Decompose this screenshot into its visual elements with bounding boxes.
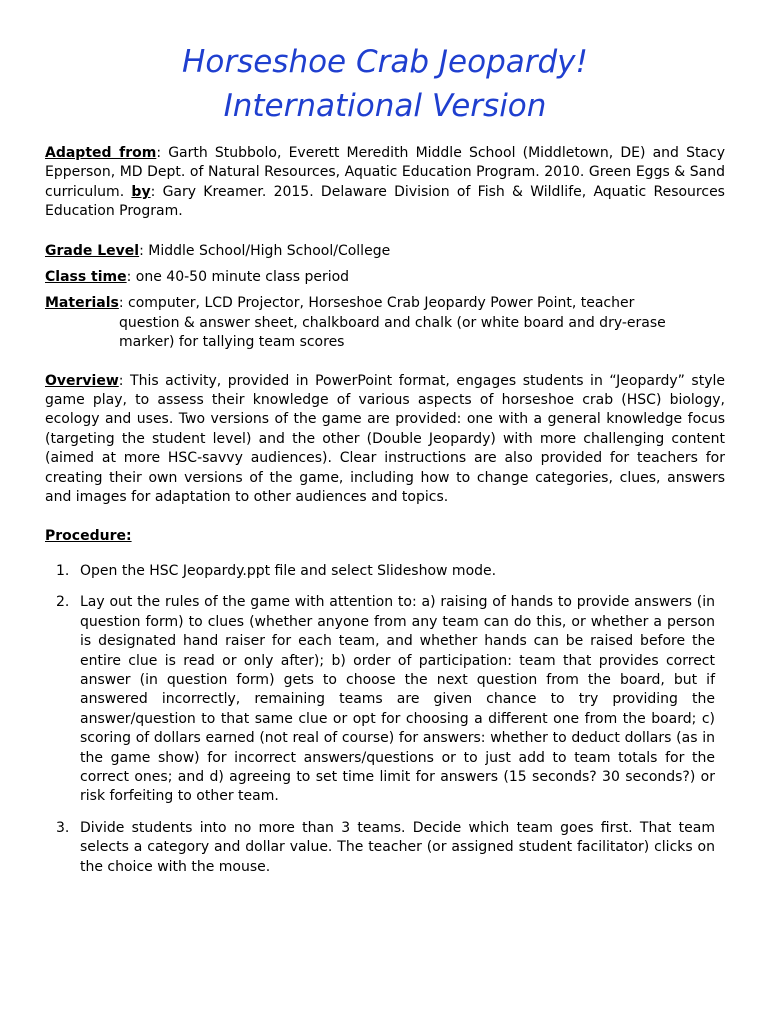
step-number: 2.	[56, 594, 70, 611]
procedure-heading	[45, 527, 725, 546]
grade-level-section	[45, 242, 725, 261]
overview-section	[45, 372, 725, 508]
page-title	[45, 0, 725, 128]
title-line-2: International Version	[223, 88, 547, 124]
step-number: 3.	[56, 819, 70, 836]
title-line-1: Horseshoe Crab Jeopardy!	[182, 44, 588, 80]
by-text: : Gary Kreamer. 2015. Delaware Division of Fish & Wildlife, Aquatic Resources Education Program.	[45, 183, 725, 220]
overview-text: : This activity, provided in PowerPoint format, engages students in “Jeopardy” style game play, to assess their knowledge of various aspects of horseshoe crab (HSC) biology, ecology and uses. Two versions of the game are provided: one with a general knowledge focus (targeting the student level) and the other (Double Jeopardy) with more challenging content (aimed at more HSC-savvy audiences). Clear instructions are also provided for teachers for creating their own versions of the game, including how to change categories, clues, answers and images for adaptation to other audiences and topics.	[45, 372, 725, 506]
step-number: 1.	[56, 562, 70, 579]
materials-section	[45, 294, 725, 352]
procedure-label: Procedure:	[45, 527, 132, 544]
grade-level-label: Grade Level	[45, 242, 140, 259]
step-text: Divide students into no more than 3 teams. Decide which team goes first. That team selects a category and dollar value. The teacher (or assigned student facilitator) clicks on the choice with the mouse.	[80, 819, 715, 875]
adapted-from-section	[45, 144, 725, 222]
grade-level-text: : Middle School/High School/College	[139, 242, 391, 259]
step-text: Open the HSC Jeopardy.ppt file and select Slideshow mode.	[80, 562, 497, 579]
adapted-from-text: : Garth Stubbolo, Everett Meredith Middle School (Middletown, DE) and Stacy Epperson, MD Dept. of Natural Resources, Aquatic Education Program. 2010. Green Eggs & Sand curriculum.	[45, 145, 726, 200]
class-time-text: : one 40-50 minute class period	[126, 269, 350, 286]
procedure-step-2	[45, 593, 725, 806]
materials-text-rest: question & answer sheet, chalkboard and chalk (or white board and dry-erase marker) for tallying team scores	[119, 314, 666, 351]
adapted-from-label: Adapted from	[45, 145, 157, 161]
step-text: Lay out the rules of the game with attention to: a) raising of hands to provide answers (in question form) to clues (whether anyone from any team can do this, or whether a person is designated hand raiser for each team, and whether hands can be raised before the entire clue is read or only after); b) order of participation: team that provides correct answer (in question form) gets to choose the next question from the board, but if answered incorrectly, remaining teams are given chance to try providing the answer/question to that same clue or opt for choosing a different one from the board; c) scoring of dollars earned (not real of course) for answers: whether to deduct dollars (as in the game show) for incorrect answers/questions or to just add to team totals for the correct ones; and d) agreeing to set time limit for answers (15 seconds? 30 seconds?) or risk forfeiting to other team.	[80, 594, 715, 805]
materials-text-first: : computer, LCD Projector, Horseshoe Crab Jeopardy Power Point, teacher	[118, 295, 635, 312]
document-page	[45, 0, 725, 889]
class-time-label: Class time	[45, 269, 127, 286]
class-time-section	[45, 268, 725, 287]
procedure-step-3	[45, 819, 725, 877]
procedure-steps	[45, 562, 725, 877]
overview-label: Overview	[45, 372, 119, 389]
by-label: by	[131, 183, 151, 200]
procedure-step-1	[45, 562, 725, 581]
materials-label: Materials	[45, 295, 119, 312]
